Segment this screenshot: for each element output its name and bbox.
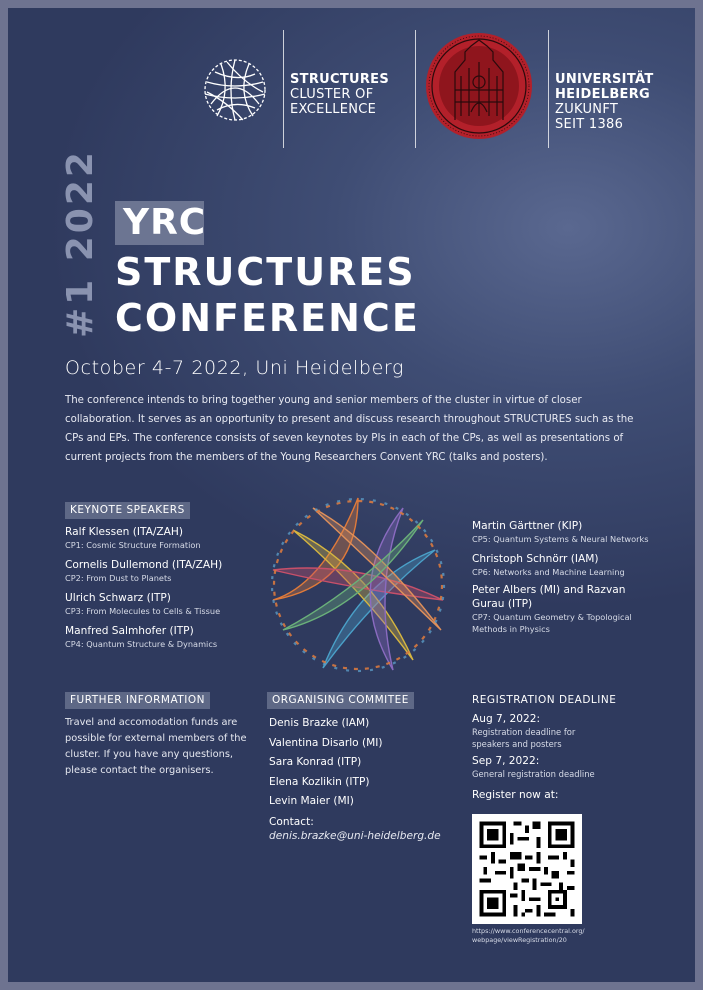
speaker-topic: CP7: Quantum Geometry & Topological	[472, 612, 632, 622]
divider-1	[283, 30, 284, 148]
speaker-topic-cont: Methods in Physics	[472, 624, 550, 634]
further-info-heading: FURTHER INFORMATION	[65, 692, 210, 709]
structures-cluster-logo-icon	[197, 52, 273, 128]
network-graphic-icon	[263, 490, 453, 680]
registration-heading: REGISTRATION DEADLINE	[472, 694, 617, 706]
heidelberg-seal-icon	[425, 32, 533, 140]
registration-url-line2: webpage/viewRegistration/20	[472, 936, 567, 944]
committee-member: Elena Kozlikin (ITP)	[269, 776, 370, 788]
divider-3	[548, 30, 549, 148]
keynote-heading: KEYNOTE SPEAKERS	[65, 502, 190, 519]
speaker-name-cont: Gurau (ITP)	[472, 598, 533, 610]
speaker-name: Christoph Schnörr (IAM)	[472, 553, 599, 565]
speaker-item	[472, 519, 687, 552]
committee-member: Denis Brazke (IAM)	[269, 717, 370, 729]
speaker-name: Manfred Salmhofer (ITP)	[65, 625, 194, 637]
speaker-item	[65, 525, 280, 558]
committee-member: Sara Konrad (ITP)	[269, 756, 362, 768]
deadline-1-text: Registration deadline for speakers and posters	[472, 727, 576, 749]
conference-date: October 4-7 2022, Uni Heidelberg	[65, 357, 404, 379]
title-line2: CONFERENCE	[115, 296, 420, 340]
speaker-topic: CP6: Networks and Machine Learning	[472, 567, 625, 577]
structures-logo-line2: CLUSTER OF	[290, 87, 374, 102]
uni-logo-line1: UNIVERSITÄT	[555, 72, 654, 87]
speaker-topic: CP1: Cosmic Structure Formation	[65, 540, 201, 550]
speaker-item	[65, 624, 280, 657]
divider-2	[415, 30, 416, 148]
uni-logo-line2: HEIDELBERG	[555, 87, 651, 102]
keynote-right-list	[472, 519, 687, 635]
speaker-topic: CP5: Quantum Systems & Neural Networks	[472, 534, 649, 544]
register-label: Register now at:	[472, 789, 559, 801]
poster	[8, 8, 695, 982]
contact-label: Contact:	[269, 816, 314, 828]
speaker-topic: CP2: From Dust to Planets	[65, 573, 172, 583]
contact-email[interactable]: denis.brazke@uni-heidelberg.de	[269, 830, 441, 842]
speaker-item	[472, 583, 687, 635]
speaker-topic: CP4: Quantum Structure & Dynamics	[65, 639, 218, 649]
yrc-badge: YRC	[115, 201, 204, 245]
speaker-name: Martin Gärttner (KIP)	[472, 520, 583, 532]
further-info-text: Travel and accomodation funds are possible for external members of the cluster. If you have any questions, please contact the organisers.	[65, 717, 247, 776]
qr-code-icon	[472, 814, 582, 924]
speaker-item	[65, 591, 280, 624]
title-line1: STRUCTURES	[115, 250, 416, 294]
committee-member: Levin Maier (MI)	[269, 795, 354, 807]
speaker-item	[472, 552, 687, 583]
organising-heading: ORGANISING COMMITEE	[267, 692, 414, 709]
edition-year-vertical: #1 2022	[60, 149, 101, 338]
committee-member: Valentina Disarlo (MI)	[269, 737, 383, 749]
registration-block	[472, 712, 672, 802]
deadline-1-date: Aug 7, 2022:	[472, 713, 541, 725]
structures-logo-line3: EXCELLENCE	[290, 102, 377, 117]
speaker-name: Cornelis Dullemond (ITA/ZAH)	[65, 559, 223, 571]
heidelberg-logo-text	[555, 72, 654, 132]
structures-logo-line1: STRUCTURES	[290, 72, 390, 87]
structures-logo-text	[290, 72, 389, 117]
speaker-name: Peter Albers (MI) and Razvan	[472, 584, 626, 596]
organising-list	[269, 716, 459, 843]
speaker-topic: CP3: From Molecules to Cells & Tissue	[65, 606, 221, 616]
registration-url-line1: https://www.conferencecentral.org/	[472, 927, 585, 935]
registration-qr-code[interactable]	[472, 814, 582, 924]
keynote-left-list	[65, 525, 280, 657]
deadline-2-date: Sep 7, 2022:	[472, 755, 540, 767]
uni-logo-line4: SEIT 1386	[555, 117, 624, 132]
speaker-item	[65, 558, 280, 591]
registration-url[interactable]	[472, 927, 612, 945]
uni-logo-line3: ZUKUNFT	[555, 102, 619, 117]
deadline-2-text: General registration deadline	[472, 769, 595, 779]
intro-paragraph: The conference intends to bring together young and senior members of the cluster in virtue of closer collaboration. It serves as an opportunity to present and discuss research throughout STRUCTURES such as the CPs and EPs. The conference consists of seven keynotes by PIs in each of the CPs, as well as presentations of current projects from the members of the Young Researchers Convent YRC (talks and posters).	[65, 395, 634, 463]
speaker-name: Ulrich Schwarz (ITP)	[65, 592, 171, 604]
speaker-name: Ralf Klessen (ITA/ZAH)	[65, 526, 184, 538]
